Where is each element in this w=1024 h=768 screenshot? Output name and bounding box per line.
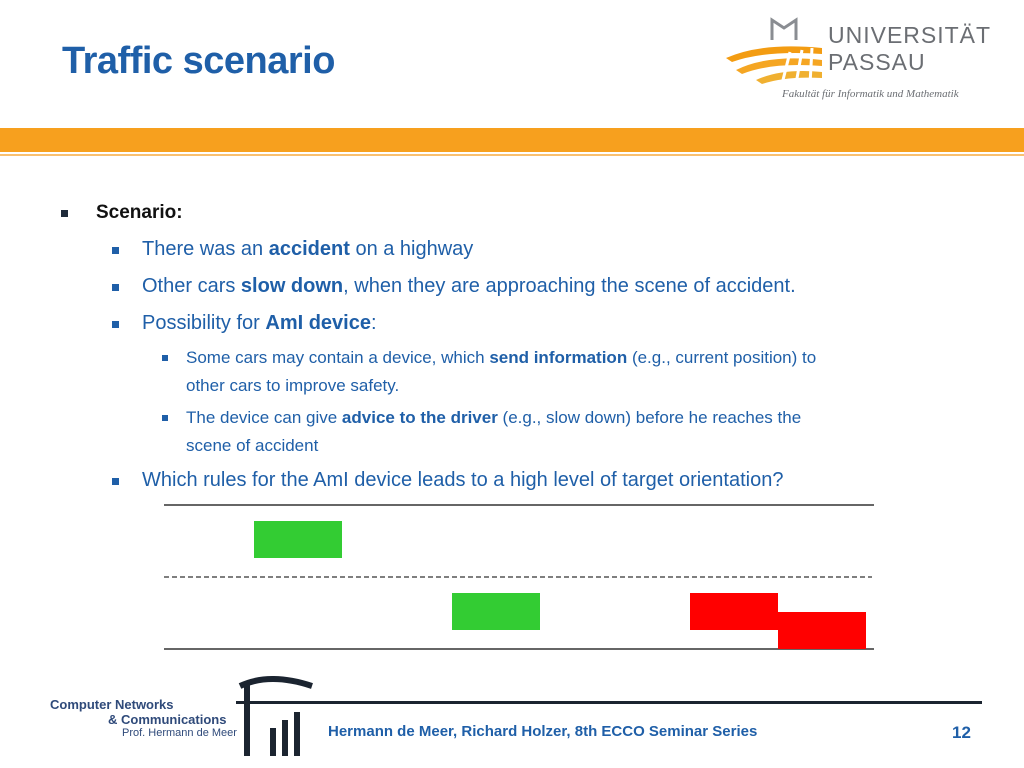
car-2 — [452, 593, 540, 630]
bullet-square-icon — [112, 284, 119, 291]
cnc-name-line2: & Communications — [108, 712, 227, 727]
bullet-ami-device — [142, 312, 377, 335]
bullet-square-icon — [162, 415, 168, 421]
footer-rule — [236, 701, 982, 704]
car-4 — [778, 612, 866, 649]
bullet-emphasis: accident — [268, 238, 350, 260]
bullet-emphasis: AmI device — [265, 312, 371, 334]
cnc-name-line1: Computer Networks — [50, 697, 174, 712]
bullet-text: (e.g., current position) to — [627, 348, 817, 367]
faculty-name: Fakultät für Informatik und Mathematik — [782, 88, 959, 100]
bullet-square-icon — [61, 210, 68, 217]
bullet-square-icon — [162, 355, 168, 361]
bullet-text: scene of accident — [186, 436, 319, 455]
bullet-emphasis: slow down — [240, 275, 344, 297]
header-band-line — [0, 154, 1024, 156]
bullet-text: Some cars may contain a device, which — [186, 348, 490, 367]
university-name-line1: UNIVERSITÄT — [828, 22, 992, 48]
cnc-logo — [50, 697, 250, 739]
bullet-text: , when they are approaching the scene of accident. — [343, 275, 796, 297]
bullet-text: There was an — [142, 238, 269, 260]
bullet-square-icon — [112, 321, 119, 328]
sub-bullet-advice — [186, 404, 801, 460]
scenario-heading: Scenario: — [96, 202, 183, 223]
bullet-square-icon — [112, 247, 119, 254]
bullet-text: : — [370, 312, 377, 334]
university-logo — [722, 14, 992, 106]
university-name-line2: PASSAU — [828, 49, 926, 75]
bullet-question: Which rules for the AmI device leads to a high level of target orientation? — [142, 469, 784, 491]
bullet-text: (e.g., slow down) before he reaches the — [497, 408, 802, 427]
bullet-text: The device can give — [186, 408, 342, 427]
university-emblem-icon — [722, 14, 828, 86]
bullet-emphasis: send information — [489, 348, 628, 367]
university-name — [828, 22, 991, 76]
road-diagram — [164, 500, 878, 656]
bullet-text: Possibility for — [142, 312, 266, 334]
bullet-emphasis: advice to the driver — [341, 408, 498, 427]
bullet-text: on a highway — [349, 238, 474, 260]
bullet-slow-down — [142, 275, 796, 298]
car-1 — [254, 521, 342, 558]
bullet-square-icon — [112, 478, 119, 485]
sub-bullet-send-information — [186, 344, 816, 400]
header-band — [0, 128, 1024, 152]
page-number: 12 — [952, 723, 971, 742]
slide-title: Traffic scenario — [62, 40, 335, 82]
bullet-accident — [142, 238, 473, 261]
bullet-text: Other cars — [142, 275, 241, 297]
footer-credit: Hermann de Meer, Richard Holzer, 8th ECCO Seminar Series — [328, 723, 758, 740]
car-3 — [690, 593, 778, 630]
cnc-professor: Prof. Hermann de Meer — [122, 727, 237, 739]
bullet-text: other cars to improve safety. — [186, 376, 400, 395]
